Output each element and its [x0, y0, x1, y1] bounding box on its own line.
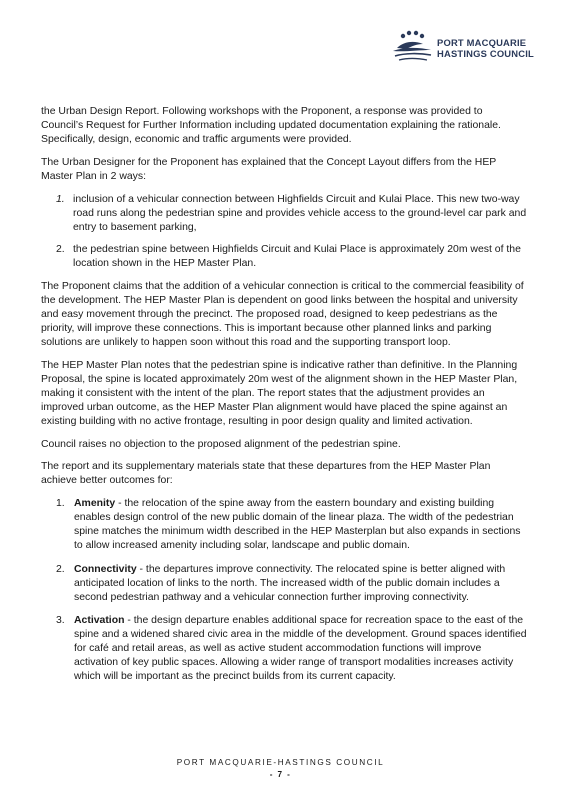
document-body [41, 105, 527, 693]
list-text: the pedestrian spine between Highfields Circuit and Kulai Place is approximately 20m west of the location shown in the HEP Master Plan. [73, 244, 521, 270]
page-footer [0, 757, 561, 781]
org-name-line1: PORT MACQUARIE [437, 37, 527, 48]
list-item [41, 497, 527, 553]
paragraph: The Proponent claims that the addition of a vehicular connection is critical to the commercial feasibility of the development. The HEP Master Plan is dependent on good links between the hospital and university and easy movement through the precinct. The proposed road, designed to keep pedestrians as the priority, will improve these connections. This is important because other planned links and parking solutions are unlikely to happen soon without this road and the supporting transport loop. [41, 280, 524, 348]
list-number: 2. [56, 563, 65, 575]
list-item [41, 243, 527, 271]
outcome-term: Amenity [74, 498, 116, 510]
pelican-sun-water-logo-icon [391, 30, 433, 66]
list-number: 2. [56, 244, 65, 256]
outcomes-list [41, 497, 527, 684]
list-text: inclusion of a vehicular connection between Highfields Circuit and Kulai Place. This new two-way road runs along the pedestrian spine and provides vehicle access to the ground-level car park and entry to basement parking, [73, 193, 527, 233]
list-number: 1. [56, 498, 65, 510]
page-number: - 7 - [269, 770, 292, 779]
paragraph: the Urban Design Report. Following workshops with the Proponent, a response was provided to Council’s Request for Further Information including updated documentation explaining the rationale. Specifically, design, economic and traffic arguments were provided. [41, 106, 501, 145]
list-text: - the design departure enables additional space for recreation space to the east of the spine and a widened shared civic area in the middle of the development. Ground spaces identified for café and retail areas, as well as active student accommodation functions will improve activation of key public spaces. Allowing a wider range of transport modalities increases activity which will be important as the precinct builds from its current capacity. [74, 614, 527, 682]
outcome-term: Activation [74, 614, 125, 626]
list-text: - the relocation of the spine away from the eastern boundary and existing building enables design control of the new public domain of the linear plaza. The width of the pedestrian spine matches the minimum width described in the HEP Masterplan but also expands in sections to allow increased amenity including solar, landscape and public domain. [74, 498, 521, 552]
paragraph: Council raises no objection to the proposed alignment of the pedestrian spine. [41, 438, 401, 450]
paragraph: The HEP Master Plan notes that the pedestrian spine is indicative rather than definitive. In the Planning Proposal, the spine is located approximately 20m west of the alignment shown in the HEP Master Plan, making it consistent with the intent of the plan. The report states that the adjustment provides an improved urban outcome, as the HEP Master Plan alignment would have placed the spine against an existing building with no active frontage, resulting in poor design quality and limited activation. [41, 359, 518, 427]
footer-org-name: PORT MACQUARIE-HASTINGS COUNCIL [176, 758, 385, 767]
list-item [41, 614, 527, 684]
paragraph: The report and its supplementary materials state that these departures from the HEP Master Plan achieve better outcomes for: [41, 461, 491, 487]
outcome-term: Connectivity [74, 563, 137, 575]
differences-list [41, 193, 527, 272]
list-text: - the departures improve connectivity. The relocated spine is better aligned with anticipated location of links to the north. The increased width of the public domain includes a second pedestrian pathway and a vehicular connection further improving connectivity. [74, 563, 506, 603]
org-name-line2: HASTINGS COUNCIL [437, 48, 534, 59]
council-logo [391, 30, 541, 66]
list-number: 3. [56, 614, 65, 626]
list-item [41, 563, 527, 605]
list-number: 1. [56, 193, 65, 205]
paragraph: The Urban Designer for the Proponent has explained that the Concept Layout differs from the HEP Master Plan in 2 ways: [41, 156, 497, 182]
list-item [41, 193, 527, 235]
